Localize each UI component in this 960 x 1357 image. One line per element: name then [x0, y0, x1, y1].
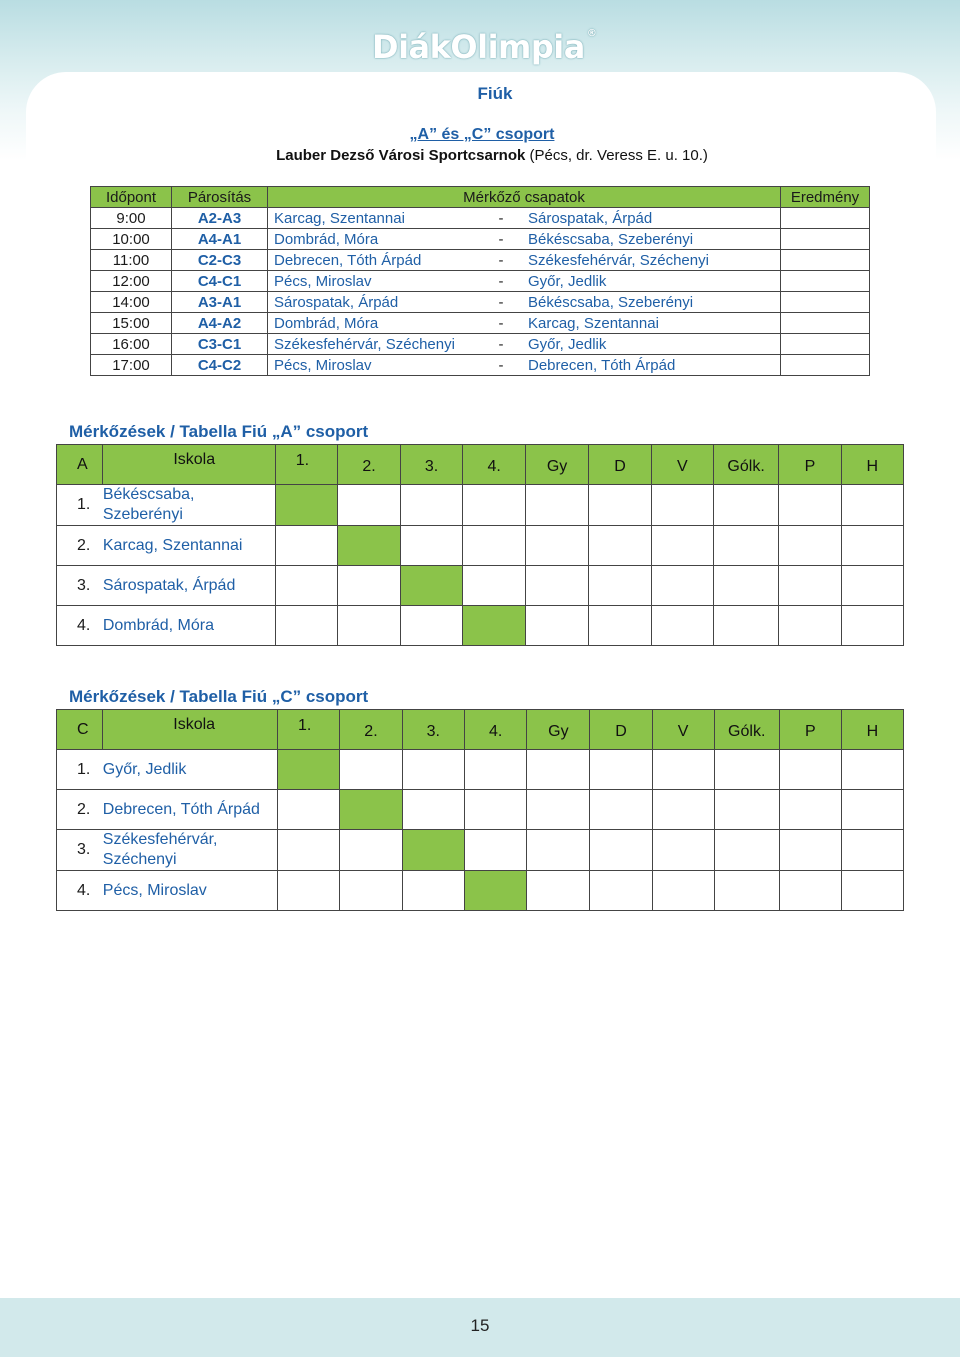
column-header: [400, 445, 463, 485]
home-team: Debrecen, Tóth Árpád: [274, 251, 422, 269]
match-teams: [268, 250, 781, 271]
match-result-cell[interactable]: [781, 208, 870, 229]
score-cell[interactable]: [338, 606, 401, 646]
column-header-label: Gólk.: [728, 722, 766, 740]
school-header-label: Iskola: [173, 451, 216, 468]
diagonal-cell: [275, 485, 338, 526]
column-header-label: H: [866, 457, 879, 475]
tabella-header-row: [57, 710, 904, 750]
column-header-label: 1.: [297, 716, 312, 734]
column-header-label: V: [676, 457, 688, 475]
diakolimpia-logo: [372, 28, 596, 66]
page-title: Fiúk: [477, 84, 513, 103]
versus-dash: -: [498, 251, 504, 269]
diagonal-cell: [400, 566, 463, 606]
column-header: [841, 710, 903, 750]
score-cell[interactable]: [463, 485, 526, 526]
score-cell[interactable]: [464, 790, 526, 830]
away-team: Debrecen, Tóth Árpád: [528, 356, 676, 374]
header-result: Eredmény: [781, 187, 870, 208]
diagonal-cell: [277, 750, 339, 790]
match-time: 12:00: [91, 271, 172, 292]
group-title: „A” és „C” csoport: [409, 126, 555, 143]
match-pairing: C4-C1: [172, 271, 268, 292]
match-result-cell[interactable]: [781, 313, 870, 334]
score-cell[interactable]: [651, 606, 713, 646]
table-row: [57, 485, 904, 526]
away-team: Győr, Jedlik: [528, 272, 607, 290]
team-rank: 3.: [57, 830, 103, 871]
score-cell[interactable]: [841, 750, 903, 790]
score-cell[interactable]: [590, 830, 652, 871]
team-rank: 2.: [57, 526, 103, 566]
header-teams: Mérkőző csapatok: [268, 187, 781, 208]
score-cell[interactable]: [651, 566, 713, 606]
tabella-c-table: [56, 709, 904, 911]
score-cell[interactable]: [589, 526, 651, 566]
score-cell[interactable]: [464, 830, 526, 871]
score-cell[interactable]: [277, 790, 339, 830]
column-header: [590, 710, 652, 750]
team-rank: 1.: [57, 485, 103, 526]
table-row: [57, 790, 904, 830]
table-row: [91, 355, 870, 376]
tabella-header-row: [57, 445, 904, 485]
table-row: [57, 750, 904, 790]
score-cell[interactable]: [652, 790, 714, 830]
tabella-c-title: Mérkőzések / Tabella Fiú „C” csoport: [69, 687, 369, 706]
score-cell[interactable]: [402, 871, 464, 911]
page-number: 15: [470, 1316, 490, 1335]
away-team: Székesfehérvár, Széchenyi: [528, 251, 709, 269]
match-teams: [268, 208, 781, 229]
versus-dash: -: [498, 230, 504, 248]
score-cell[interactable]: [340, 830, 402, 871]
table-row: [57, 871, 904, 911]
column-header: [779, 710, 841, 750]
score-cell[interactable]: [527, 871, 590, 911]
score-cell[interactable]: [402, 750, 464, 790]
score-cell[interactable]: [338, 485, 401, 526]
score-cell[interactable]: [651, 485, 713, 526]
column-header: [713, 445, 778, 485]
match-teams: [268, 334, 781, 355]
score-cell[interactable]: [779, 871, 841, 911]
venue-name: Lauber Dezső Városi Sportcsarnok: [276, 147, 526, 164]
school-header: [103, 710, 278, 750]
score-cell[interactable]: [525, 526, 588, 566]
score-cell[interactable]: [779, 566, 841, 606]
score-cell[interactable]: [400, 606, 463, 646]
score-cell[interactable]: [589, 606, 651, 646]
column-header: [338, 445, 401, 485]
match-time: 17:00: [91, 355, 172, 376]
group-letter: C: [57, 710, 103, 750]
score-cell[interactable]: [714, 830, 779, 871]
versus-dash: -: [498, 209, 504, 227]
header-pairing: Párosítás: [172, 187, 268, 208]
column-header: [525, 445, 588, 485]
score-cell[interactable]: [652, 830, 714, 871]
column-header: [463, 445, 526, 485]
score-cell[interactable]: [340, 871, 402, 911]
logo-text: DiákOlimpia: [372, 28, 585, 66]
home-team: Karcag, Szentannai: [274, 209, 405, 227]
score-cell[interactable]: [402, 790, 464, 830]
score-cell[interactable]: [841, 485, 903, 526]
score-cell[interactable]: [651, 526, 713, 566]
home-team: Pécs, Miroslav: [274, 272, 372, 290]
match-pairing: C4-C2: [172, 355, 268, 376]
score-cell[interactable]: [590, 790, 652, 830]
versus-dash: -: [498, 335, 504, 353]
diagonal-cell: [464, 871, 526, 911]
school-header-label: Iskola: [173, 716, 216, 733]
away-team: Békéscsaba, Szeberényi: [528, 293, 694, 311]
diagonal-cell: [338, 526, 401, 566]
score-cell[interactable]: [400, 485, 463, 526]
score-cell[interactable]: [527, 750, 590, 790]
column-header-label: 3.: [426, 722, 440, 740]
column-header-label: H: [866, 722, 879, 740]
score-cell[interactable]: [779, 750, 841, 790]
match-result-cell[interactable]: [781, 355, 870, 376]
score-cell[interactable]: [275, 526, 338, 566]
match-pairing: A4-A1: [172, 229, 268, 250]
match-result-cell[interactable]: [781, 334, 870, 355]
team-rank: 4.: [57, 606, 103, 646]
score-cell[interactable]: [525, 485, 588, 526]
match-time: 10:00: [91, 229, 172, 250]
score-cell[interactable]: [275, 566, 338, 606]
match-pairing: A3-A1: [172, 292, 268, 313]
column-header-label: 3.: [424, 457, 439, 475]
column-header-label: 4.: [488, 722, 503, 740]
versus-dash: -: [498, 314, 504, 332]
score-cell[interactable]: [464, 750, 526, 790]
column-header: [402, 710, 464, 750]
match-time: 14:00: [91, 292, 172, 313]
venue-line: [0, 147, 960, 164]
column-header: [652, 710, 714, 750]
team-name: Debrecen, Tóth Árpád: [103, 790, 278, 830]
versus-dash: -: [498, 293, 504, 311]
team-name: Pécs, Miroslav: [103, 871, 278, 911]
group-letter: A: [57, 445, 103, 485]
team-rank: 3.: [57, 566, 103, 606]
score-cell[interactable]: [525, 566, 588, 606]
score-cell[interactable]: [277, 871, 339, 911]
match-time: 11:00: [91, 250, 172, 271]
tabella-a-table: [56, 444, 904, 646]
score-cell[interactable]: [590, 871, 652, 911]
column-header-label: Gólk.: [727, 457, 765, 475]
match-schedule-table: [90, 186, 870, 376]
score-cell[interactable]: [652, 871, 714, 911]
table-row: [91, 334, 870, 355]
match-teams: [268, 355, 781, 376]
score-cell[interactable]: [463, 526, 526, 566]
score-cell[interactable]: [713, 485, 778, 526]
score-cell[interactable]: [841, 830, 903, 871]
match-teams: [268, 313, 781, 334]
score-cell[interactable]: [527, 830, 590, 871]
match-time: 16:00: [91, 334, 172, 355]
column-header: [340, 710, 402, 750]
match-teams: [268, 271, 781, 292]
match-pairing: A4-A2: [172, 313, 268, 334]
score-cell[interactable]: [713, 526, 778, 566]
team-rank: 4.: [57, 871, 103, 911]
column-header: [589, 445, 651, 485]
team-name: Dombrád, Móra: [103, 606, 275, 646]
diagonal-cell: [463, 606, 526, 646]
column-header-label: P: [804, 457, 816, 475]
home-team: Sárospatak, Árpád: [274, 293, 399, 311]
table-row: [57, 566, 904, 606]
score-cell[interactable]: [713, 566, 778, 606]
column-header: [275, 445, 338, 485]
registered-mark: ®: [586, 28, 597, 39]
schedule-body: [91, 208, 870, 376]
school-header: [103, 445, 275, 485]
column-header: [651, 445, 713, 485]
away-team: Karcag, Szentannai: [528, 314, 659, 332]
match-result-cell[interactable]: [781, 229, 870, 250]
column-header: [527, 710, 590, 750]
table-row: [57, 830, 904, 871]
score-cell[interactable]: [779, 526, 841, 566]
team-name: Székesfehérvár, Széchenyi: [103, 830, 278, 871]
score-cell[interactable]: [714, 871, 779, 911]
table-row: [57, 606, 904, 646]
home-team: Dombrád, Móra: [274, 314, 379, 332]
table-row: [57, 526, 904, 566]
column-header-label: 4.: [487, 457, 501, 475]
score-cell[interactable]: [841, 606, 903, 646]
team-name: Győr, Jedlik: [103, 750, 278, 790]
column-header-label: V: [677, 722, 689, 740]
venue-detail: (Pécs, dr. Veress E. u. 10.): [525, 147, 708, 164]
schedule-header-row: [91, 187, 870, 208]
table-row: [91, 208, 870, 229]
table-row: [91, 250, 870, 271]
column-header-label: 2.: [362, 457, 376, 475]
column-header-label: D: [615, 722, 627, 740]
match-result-cell[interactable]: [781, 292, 870, 313]
column-header: [277, 710, 339, 750]
score-cell[interactable]: [463, 566, 526, 606]
column-header-label: P: [805, 722, 816, 740]
team-rank: 2.: [57, 790, 103, 830]
home-team: Pécs, Miroslav: [274, 356, 372, 374]
score-cell[interactable]: [527, 790, 590, 830]
match-teams: [268, 292, 781, 313]
column-header: [841, 445, 903, 485]
column-header-label: 1.: [295, 451, 310, 469]
diagonal-cell: [402, 830, 464, 871]
away-team: Sárospatak, Árpád: [528, 209, 653, 227]
score-cell[interactable]: [779, 485, 841, 526]
column-header: [779, 445, 841, 485]
match-pairing: C2-C3: [172, 250, 268, 271]
home-team: Dombrád, Móra: [274, 230, 379, 248]
versus-dash: -: [498, 356, 504, 374]
match-result-cell[interactable]: [781, 271, 870, 292]
score-cell[interactable]: [275, 606, 338, 646]
score-cell[interactable]: [590, 750, 652, 790]
column-header-label: Gy: [546, 457, 568, 475]
team-rank: 1.: [57, 750, 103, 790]
score-cell[interactable]: [525, 606, 588, 646]
score-cell[interactable]: [589, 566, 651, 606]
match-teams: [268, 229, 781, 250]
score-cell[interactable]: [841, 871, 903, 911]
team-name: Sárospatak, Árpád: [103, 566, 275, 606]
team-name: Békéscsaba, Szeberényi: [103, 485, 275, 526]
score-cell[interactable]: [714, 790, 779, 830]
team-name: Karcag, Szentannai: [103, 526, 275, 566]
column-header-label: D: [614, 457, 626, 475]
table-row: [91, 292, 870, 313]
score-cell[interactable]: [713, 606, 778, 646]
score-cell[interactable]: [589, 485, 651, 526]
match-time: 9:00: [91, 208, 172, 229]
score-cell[interactable]: [779, 830, 841, 871]
match-pairing: A2-A3: [172, 208, 268, 229]
match-pairing: C3-C1: [172, 334, 268, 355]
match-result-cell[interactable]: [781, 250, 870, 271]
match-time: 15:00: [91, 313, 172, 334]
away-team: Győr, Jedlik: [528, 335, 607, 353]
tabella-a-title: Mérkőzések / Tabella Fiú „A” csoport: [69, 422, 369, 441]
column-header-label: Gy: [548, 722, 569, 740]
diagonal-cell: [340, 790, 402, 830]
score-cell[interactable]: [779, 790, 841, 830]
home-team: Székesfehérvár, Széchenyi: [274, 335, 455, 353]
column-header: [464, 710, 526, 750]
table-row: [91, 229, 870, 250]
table-row: [91, 271, 870, 292]
score-cell[interactable]: [841, 526, 903, 566]
score-cell[interactable]: [652, 750, 714, 790]
away-team: Békéscsaba, Szeberényi: [528, 230, 694, 248]
column-header: [714, 710, 779, 750]
score-cell[interactable]: [779, 606, 841, 646]
column-header-label: 2.: [364, 722, 378, 740]
score-cell[interactable]: [277, 830, 339, 871]
score-cell[interactable]: [841, 790, 903, 830]
score-cell[interactable]: [338, 566, 401, 606]
score-cell[interactable]: [340, 750, 402, 790]
score-cell[interactable]: [841, 566, 903, 606]
table-row: [91, 313, 870, 334]
header-time: Időpont: [91, 187, 172, 208]
score-cell[interactable]: [714, 750, 779, 790]
versus-dash: -: [498, 272, 504, 290]
score-cell[interactable]: [400, 526, 463, 566]
